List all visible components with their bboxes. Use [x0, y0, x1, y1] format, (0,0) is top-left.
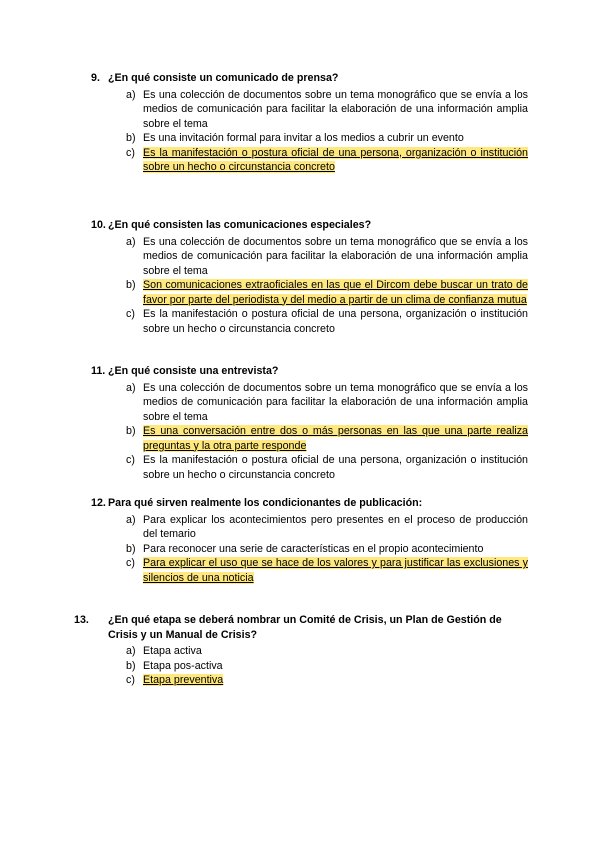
option-list — [91, 381, 528, 483]
option-a — [91, 88, 528, 132]
question-title — [91, 496, 528, 511]
question-number: 13. — [74, 614, 89, 626]
question-title — [91, 71, 528, 86]
option-text: Etapa pos-activa — [143, 659, 223, 672]
option-list — [91, 235, 528, 337]
option-c — [91, 673, 528, 688]
question-10 — [91, 218, 528, 336]
highlighted-answer: Es la manifestación o postura oficial de una persona, organización o institución sobre un hecho o circunstancia concreto — [143, 146, 528, 173]
question-title — [91, 364, 528, 379]
option-text: Es la manifestación o postura oficial de una persona, organización o institución sobre un hecho o circunstancia concreto — [143, 308, 528, 335]
question-text: ¿En qué consisten las comunicaciones especiales? — [108, 219, 372, 231]
highlighted-answer: Es una conversación entre dos o más personas en las que una parte realiza preguntas y la otra parte responde — [143, 425, 528, 452]
option-letter: c) — [126, 308, 135, 320]
question-12 — [91, 496, 528, 585]
option-list — [91, 88, 528, 175]
option-list — [91, 513, 528, 586]
option-a — [91, 513, 528, 542]
question-text: Para qué sirven realmente los condicionantes de publicación: — [108, 497, 423, 509]
option-b — [91, 278, 528, 307]
option-text: Para reconocer una serie de características en el propio acontecimiento — [143, 542, 484, 555]
option-b — [91, 659, 528, 674]
option-letter: a) — [126, 88, 136, 101]
option-b — [91, 424, 528, 453]
option-letter: c) — [126, 454, 135, 466]
option-text: Es una colección de documentos sobre un tema monográfico que se envía a los medios de comunicación para facilitar la elaboración de una información amplia sobre el tema — [143, 88, 528, 130]
question-11 — [91, 364, 528, 482]
option-letter: b) — [126, 542, 136, 555]
option-letter: c) — [126, 674, 135, 686]
question-9 — [91, 71, 528, 175]
option-letter: b) — [126, 659, 136, 672]
option-letter: c) — [126, 557, 135, 569]
question-13 — [74, 613, 528, 688]
question-title — [91, 218, 528, 233]
option-letter: a) — [126, 235, 136, 248]
question-text: ¿En qué etapa se deberá nombrar un Comité de Crisis, un Plan de Gestión de Crisis y un Manual de Crisis? — [108, 614, 502, 641]
question-text: ¿En qué consiste un comunicado de prensa? — [108, 72, 339, 84]
option-letter: a) — [126, 381, 136, 394]
option-text: Es una colección de documentos sobre un tema monográfico que se envía a los medios de comunicación para facilitar la elaboración de una información amplia sobre el tema — [143, 381, 528, 423]
question-number: 12. — [91, 497, 106, 509]
option-letter: b) — [126, 425, 136, 437]
option-c — [91, 556, 528, 585]
highlighted-answer: Son comunicaciones extraoficiales en las que el Dircom debe buscar un trato de favor por parte del periodista y del medio a partir de un clima de confianza mutua — [143, 279, 528, 306]
option-a — [91, 381, 528, 425]
option-letter: b) — [126, 279, 136, 291]
option-letter: b) — [126, 132, 136, 144]
option-text: Etapa activa — [143, 645, 202, 657]
option-text: Es una colección de documentos sobre un tema monográfico que se envía a los medios de comunicación para facilitar la elaboración de una información amplia sobre el tema — [143, 235, 528, 277]
option-list — [91, 644, 528, 688]
question-number: 10. — [91, 219, 106, 231]
question-number: 9. — [91, 72, 100, 84]
option-b — [91, 131, 528, 146]
option-c — [91, 146, 528, 175]
option-text: Para explicar los acontecimientos pero presentes en el proceso de producción del temario — [143, 513, 528, 540]
option-b — [91, 542, 528, 557]
highlighted-answer: Para explicar el uso que se hace de los valores y para justificar las exclusiones y silencios de una noticia — [143, 557, 528, 584]
option-a — [91, 644, 528, 659]
option-text: Es la manifestación o postura oficial de una persona, organización o institución sobre un hecho o circunstancia concreto — [143, 454, 528, 481]
question-text: ¿En qué consiste una entrevista? — [108, 365, 279, 377]
option-a — [91, 235, 528, 279]
question-number: 11. — [91, 365, 106, 377]
highlighted-answer: Etapa preventiva — [143, 674, 224, 686]
option-letter: a) — [126, 513, 136, 526]
option-text: Es una invitación formal para invitar a los medios a cubrir un evento — [143, 132, 464, 144]
option-letter: c) — [126, 146, 135, 159]
option-c — [91, 453, 528, 482]
question-title — [74, 613, 528, 642]
option-c — [91, 307, 528, 336]
option-letter: a) — [126, 645, 136, 657]
